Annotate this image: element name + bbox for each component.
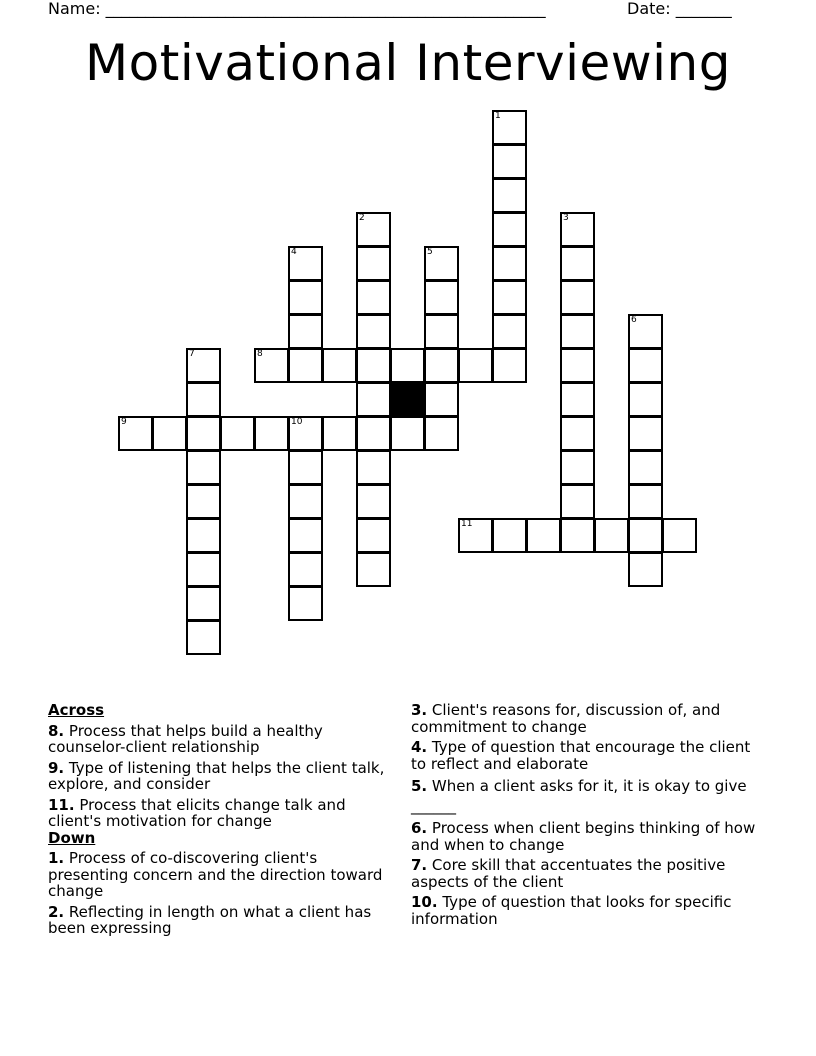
grid-cell[interactable] [356,382,391,417]
grid-cell[interactable] [152,416,187,451]
clue-number: 8. [48,721,65,740]
clue-text: Process of co-discovering client's presenting concern and the direction toward change [48,849,383,900]
grid-cell[interactable] [560,484,595,519]
clue-text: Type of question that encourage the client to reflect and elaborate [411,738,751,773]
clue-text: When a client asks for it, it is okay to give ______ [411,777,747,815]
clue-across-8 [48,723,393,756]
grid-cell[interactable] [492,518,527,553]
clue-number: 9. [48,758,65,777]
grid-cell[interactable] [356,314,391,349]
grid-cell[interactable] [424,348,459,383]
grid-cell[interactable] [254,416,289,451]
clue-down-7 [411,857,756,890]
grid-cell[interactable] [492,144,527,179]
clue-number: 1. [48,849,65,867]
name-field-label: Name: _______________________________________________________ [48,0,546,18]
clue-text: Type of question that looks for specific information [411,893,732,928]
cell-number: 5 [427,247,433,257]
clues-column-right [411,702,756,931]
grid-cell[interactable] [390,348,425,383]
grid-cell[interactable] [628,518,663,553]
grid-cell[interactable] [288,518,323,553]
grid-cell[interactable] [356,552,391,587]
grid-cell[interactable] [560,416,595,451]
clue-number: 5. [411,777,428,795]
grid-cell[interactable] [288,552,323,587]
grid-cell[interactable] [424,280,459,315]
grid-cell[interactable] [492,212,527,247]
grid-cell[interactable] [492,314,527,349]
grid-cell[interactable] [356,212,391,247]
cell-number: 4 [291,247,297,257]
puzzle-title: Motivational Interviewing [85,34,731,92]
cell-number: 9 [121,417,127,427]
grid-cell[interactable] [186,450,221,485]
grid-cell[interactable] [628,314,663,349]
grid-cell[interactable] [288,416,323,451]
grid-cell[interactable] [322,348,357,383]
grid-cell[interactable] [288,246,323,281]
grid-cell[interactable] [186,382,221,417]
cell-number: 1 [495,111,501,121]
grid-cell[interactable] [356,518,391,553]
grid-cell[interactable] [288,484,323,519]
grid-cell[interactable] [424,382,459,417]
grid-cell[interactable] [492,178,527,213]
grid-cell[interactable] [526,518,561,553]
cell-number: 10 [291,417,303,427]
grid-cell[interactable] [560,212,595,247]
grid-cell[interactable] [458,518,493,553]
clue-text: Reflecting in length on what a client has been expressing [48,902,372,937]
grid-cell[interactable] [186,484,221,519]
grid-cell[interactable] [628,450,663,485]
grid-cell[interactable] [424,416,459,451]
clue-across-11 [48,797,393,830]
clue-number: 10. [411,893,438,911]
grid-cell[interactable] [628,348,663,383]
grid-cell[interactable] [560,314,595,349]
clue-across-9 [48,760,393,793]
grid-cell[interactable] [628,552,663,587]
grid-cell[interactable] [322,416,357,451]
grid-cell[interactable] [492,280,527,315]
cell-number: 11 [461,519,473,529]
grid-cell[interactable] [356,450,391,485]
grid-cell[interactable] [186,586,221,621]
grid-cell[interactable] [288,450,323,485]
clue-text: Process that elicits change talk and client's motivation for change [48,795,346,830]
date-field-label: Date: _______ [627,0,732,18]
clue-down-5 [411,776,756,816]
clue-number: 2. [48,902,65,921]
grid-cell[interactable] [560,280,595,315]
grid-cell[interactable] [356,348,391,383]
cell-number: 6 [631,315,637,325]
grid-cell[interactable] [186,518,221,553]
grid-cell[interactable] [288,348,323,383]
clue-number: 3. [411,701,428,719]
grid-cell[interactable] [560,450,595,485]
grid-cell[interactable] [662,518,697,553]
grid-cell[interactable] [186,552,221,587]
grid-cell[interactable] [560,518,595,553]
grid-cell[interactable] [186,416,221,451]
clue-text: Process when client begins thinking of how and when to change [411,819,756,854]
grid-cell[interactable] [186,620,221,655]
clue-text: Type of listening that helps the client talk, explore, and consider [48,758,385,793]
grid-cell[interactable] [356,484,391,519]
grid-cell[interactable] [492,110,527,145]
clue-text: Core skill that accentuates the positive aspects of the client [411,856,726,891]
clue-down-4 [411,739,756,772]
cell-number: 3 [563,213,569,223]
grid-cell[interactable] [288,280,323,315]
grid-cell[interactable] [254,348,289,383]
grid-cell[interactable] [424,246,459,281]
clue-number: 6. [411,819,428,837]
clue-number: 4. [411,738,428,756]
grid-cell[interactable] [628,416,663,451]
grid-cell[interactable] [560,246,595,281]
grid-cell[interactable] [492,246,527,281]
grid-cell[interactable] [628,382,663,417]
grid-cell[interactable] [560,348,595,383]
clue-down-1 [48,850,393,900]
clue-text: Client's reasons for, discussion of, and commitment to change [411,701,721,736]
across-heading: Across [48,701,105,719]
grid-cell[interactable] [356,246,391,281]
grid-cell[interactable] [356,280,391,315]
grid-cell[interactable] [458,348,493,383]
grid-cell[interactable] [356,416,391,451]
grid-cell[interactable] [424,314,459,349]
clue-down-2 [48,904,393,937]
grid-cell[interactable] [186,348,221,383]
clue-down-3 [411,702,756,735]
grid-cell[interactable] [628,484,663,519]
grid-cell[interactable] [560,382,595,417]
clues-column-left [48,702,393,941]
grid-cell[interactable] [492,348,527,383]
grid-cell[interactable] [594,518,629,553]
grid-cell[interactable] [118,416,153,451]
clue-number: 7. [411,856,428,874]
clue-text: Process that helps build a healthy counselor-client relationship [48,721,323,756]
cell-number: 8 [257,349,263,359]
down-heading: Down [48,828,96,847]
grid-cell[interactable] [288,314,323,349]
grid-block-cell [390,382,425,417]
grid-cell[interactable] [288,586,323,621]
clue-down-6 [411,820,756,853]
cell-number: 2 [359,213,365,223]
grid-cell[interactable] [390,416,425,451]
clue-down-10 [411,894,756,927]
clue-number: 11. [48,795,75,814]
grid-cell[interactable] [220,416,255,451]
cell-number: 7 [189,349,195,359]
